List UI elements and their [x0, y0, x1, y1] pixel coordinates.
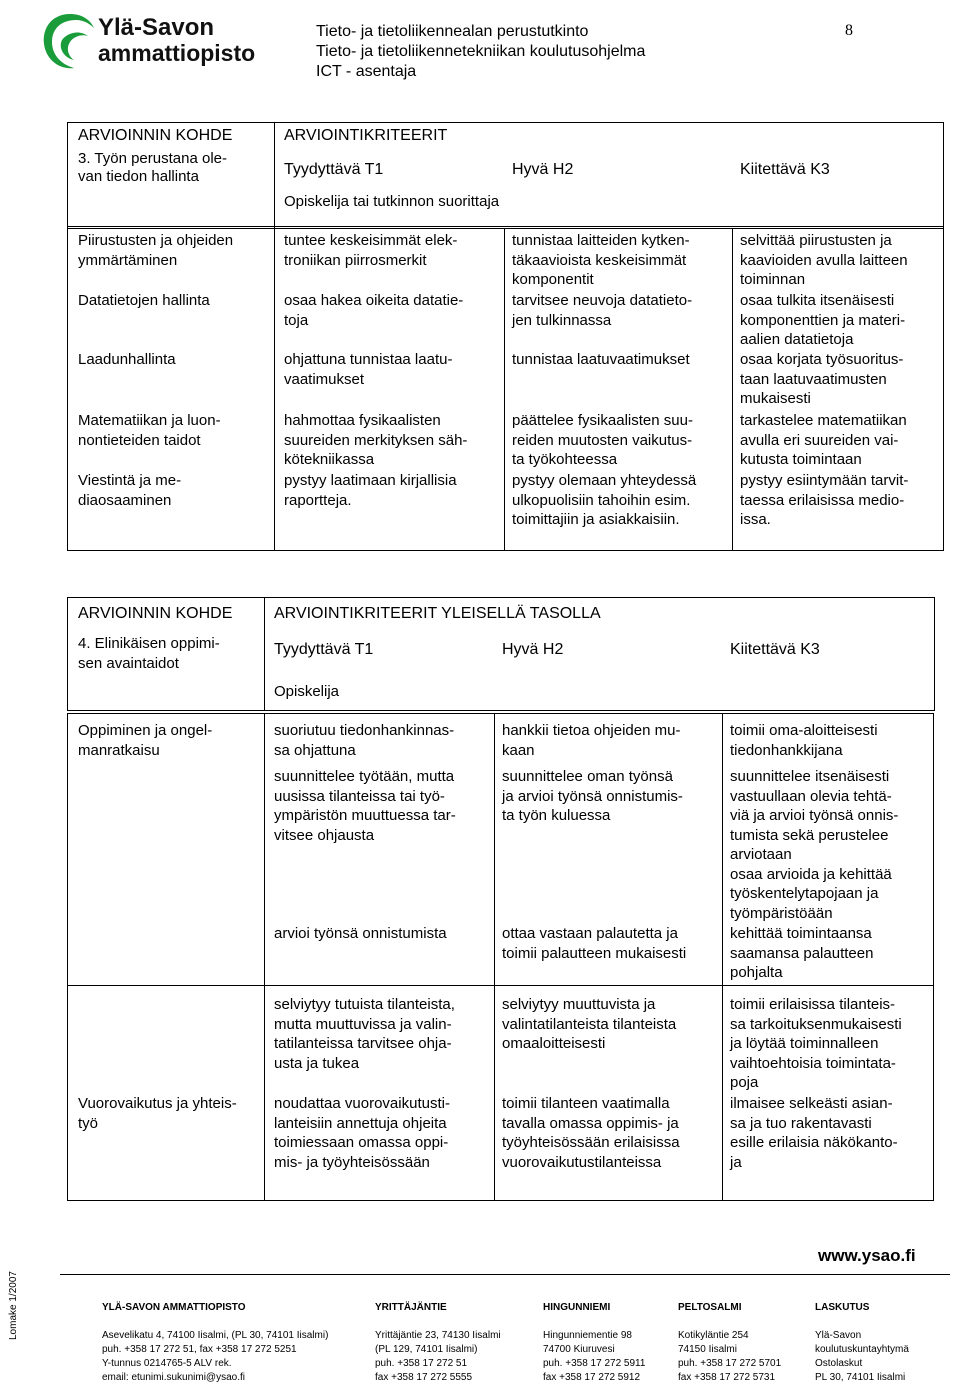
table2-row2-h2: suunnittelee oman työnsä ja arvioi työnsä onnistumis- ta työn kuluessa — [502, 768, 683, 824]
table2-head-kohde: ARVIOINNIN KOHDE — [78, 605, 233, 622]
table2-row5-t1: noudattaa vuorovaikutusti- lanteisiin annettuja ohjeita toimiessaan omassa oppi- mis- ja työyhteisössään — [274, 1095, 450, 1171]
table1-row1-kohde: Piirustusten ja ohjeiden ymmärtäminen — [78, 232, 234, 269]
table1-head-kohde: ARVIOINNIN KOHDE — [78, 127, 233, 144]
table1-row5-h2: pystyy olemaan yhteydessä ulkopuolisiin tahoihin esim. toimittajiin ja asiakkaisiin. — [512, 472, 697, 528]
table2-row3-t1: arvioi työnsä onnistumista — [274, 925, 447, 942]
footer-col2-text: Yrittäjäntie 23, 74130 Iisalmi (PL 129, 74101 Iisalmi) puh. +358 17 272 51 fax +358 17 272 5555 — [375, 1330, 501, 1383]
table2-head-h2: Hyvä H2 — [502, 641, 564, 658]
logo-swoosh-icon — [40, 10, 100, 72]
footer-col4-head: PELTOSALMI — [678, 1302, 742, 1313]
table1-row1-t1: tuntee keskeisimmät elek- troniikan piirrosmerkit — [284, 232, 458, 269]
table2-row5-k3: ilmaisee selkeästi asian- sa ja tuo rakentavasti esille erilaisia näkökanto- ja — [730, 1095, 898, 1171]
footer-col-main — [102, 1287, 328, 1399]
footer-col-peltosalmi — [678, 1287, 781, 1399]
table1-row1-k3: selvittää piirustusten ja kaavioiden avulla laitteen toiminnan — [740, 232, 908, 288]
table1-row2-h2: tarvitsee neuvoja datatieto- jen tulkinnassa — [512, 292, 693, 329]
table1-row5-t1: pystyy laatimaan kirjallisia raportteja. — [284, 472, 457, 509]
footer-col-laskutus — [815, 1287, 909, 1399]
logo-text-line1: Ylä-Savon — [98, 14, 215, 41]
footer-url-link[interactable]: www.ysao.fi — [818, 1246, 916, 1265]
logo — [40, 10, 305, 72]
footer-col5-head: LASKUTUS — [815, 1302, 870, 1313]
document-title: Tieto- ja tietoliikennealan perustutkinto Tieto- ja tietoliikennetekniikan koulutusohjelma ICT - asentaja — [316, 23, 646, 80]
footer-form-label: Lomake 1/2007 — [8, 1271, 19, 1340]
table2-row5-h2: toimii tilanteen vaatimalla tavalla omassa oppimis- ja työyhteisössään erilaisissa vuorovaikutustilanteissa — [502, 1095, 680, 1171]
table1-row2-kohde: Datatietojen hallinta — [78, 292, 210, 309]
footer-col5-text: Ylä-Savon koulutuskuntayhtymä Ostolaskut PL 30, 74101 Iisalmi — [815, 1330, 909, 1383]
table2-row1-k3: toimii oma-aloitteisesti tiedonhankkijana — [730, 722, 878, 759]
table1-row1-h2: tunnistaa laitteiden kytken- täkaavioista keskeisimmät komponentit — [512, 232, 690, 288]
table1-row4-kohde: Matematiikan ja luon- nontieteiden taidot — [78, 412, 221, 449]
table2-head-kohde-sub: 4. Elinikäisen oppimi- sen avaintaidot — [78, 635, 220, 672]
footer-col-hingunniemi — [543, 1287, 645, 1399]
table1-row2-k3: osaa tulkita itsenäisesti komponenttien ja materi- aalien datatietoja — [740, 292, 906, 348]
table2-row4-t1: selviytyy tutuista tilanteista, mutta muuttuvissa ja valin- tatilanteissa tarvitsee ohja- usta ja tukea — [274, 996, 455, 1072]
footer-col-yrittajantie — [375, 1287, 501, 1399]
footer-col3-text: Hingunniementie 98 74700 Kiuruvesi puh. +358 17 272 5911 fax +358 17 272 5912 — [543, 1330, 646, 1383]
table2-head-sub: Opiskelija — [274, 683, 340, 700]
table1-row4-t1: hahmottaa fysikaalisten suureiden merkityksen säh- kötekniikassa — [284, 412, 468, 468]
footer-col3-head: HINGUNNIEMI — [543, 1302, 611, 1313]
table2-kohde-2: Vuorovaikutus ja yhteis- työ — [78, 1095, 237, 1132]
table2-row4-k3: toimii erilaisissa tilanteis- sa tarkoituksenmukaisesti ja löytää toiminnalleen vaihtoehtoisia toimintata- poja — [730, 996, 902, 1091]
table1-head-k3: Kiitettävä K3 — [740, 161, 830, 178]
footer-col1-head: YLÄ-SAVON AMMATTIOPISTO — [102, 1302, 246, 1313]
table2-head-kriteerit: ARVIOINTIKRITEERIT YLEISELLÄ TASOLLA — [274, 605, 601, 622]
table1-row4-k3: tarkastelee matematiikan avulla eri suureiden vai- kutusta toimintaan — [740, 412, 907, 468]
table1-head-t1: Tyydyttävä T1 — [284, 161, 384, 178]
table1-row5-kohde: Viestintä ja me- diaosaaminen — [78, 472, 182, 509]
logo-text-line2: ammattiopisto — [98, 40, 256, 66]
table1-row3-t1: ohjattuna tunnistaa laatu- vaatimukset — [284, 351, 453, 388]
table2-head-t1: Tyydyttävä T1 — [274, 641, 374, 658]
table1-head-h2: Hyvä H2 — [512, 161, 574, 178]
table2-row4-h2: selviytyy muuttuvista ja valintatilanteista tilanteista omaaloitteisesti — [502, 996, 677, 1052]
table1-row3-kohde: Laadunhallinta — [78, 351, 176, 368]
table1-head-sub: Opiskelija tai tutkinnon suorittaja — [284, 193, 500, 210]
footer-divider — [60, 1274, 950, 1275]
table2-head-k3: Kiitettävä K3 — [730, 641, 820, 658]
footer-col4-text: Kotikyläntie 254 74150 Iisalmi puh. +358 17 272 5701 fax +358 17 272 5731 — [678, 1330, 782, 1383]
table2-row2-t1: suunnittelee työtään, mutta uusissa tilanteissa tai työ- ympäristön muuttuessa tar- vitsee ohjausta — [274, 768, 456, 844]
table1-head-kohde-sub: 3. Työn perustana ole- van tiedon hallinta — [78, 150, 227, 185]
footer-col1-text: Asevelikatu 4, 74100 Iisalmi, (PL 30, 74101 Iisalmi) puh. +358 17 272 51, fax +358 17 272 5251 Y-tunnus 0214765-5 ALV rek. email: etunimi.sukunimi@ysao.fi — [102, 1330, 329, 1383]
table1-row3-k3: osaa korjata työsuoritus- taan laatuvaatimusten mukaisesti — [740, 351, 904, 407]
footer-col2-head: YRITTÄJÄNTIE — [375, 1302, 447, 1313]
table1-row2-t1: osaa hakea oikeita datatie- toja — [284, 292, 464, 329]
table1-row5-k3: pystyy esiintymään tarvit- taessa erilaisissa medio- issa. — [740, 472, 909, 528]
table2-row1-h2: hankkii tietoa ohjeiden mu- kaan — [502, 722, 681, 759]
table2-row3-h2: ottaa vastaan palautetta ja toimii palautteen mukaisesti — [502, 925, 687, 962]
table1-row3-h2: tunnistaa laatuvaatimukset — [512, 351, 690, 368]
table2-kohde-1: Oppiminen ja ongel- manratkaisu — [78, 722, 213, 759]
table2-row1-t1: suoriutuu tiedonhankinnas- sa ohjattuna — [274, 722, 455, 759]
table2-row3-k3: kehittää toimintaansa saamansa palautteen pohjalta — [730, 925, 874, 981]
table1-row4-h2: päättelee fysikaalisten suu- reiden muutosten vaikutus- ta työkohteessa — [512, 412, 693, 468]
page-number: 8 — [845, 22, 853, 39]
table1-head-kriteerit: ARVIOINTIKRITEERIT — [284, 127, 448, 144]
table2-row2-k3: suunnittelee itsenäisesti vastuullaan olevia tehtä- viä ja arvioi työnsä onnis- tumista sekä perustelee arviotaan osaa arvioida ja kehittää työskentelytapojaan ja työmpäristöään — [730, 768, 899, 922]
